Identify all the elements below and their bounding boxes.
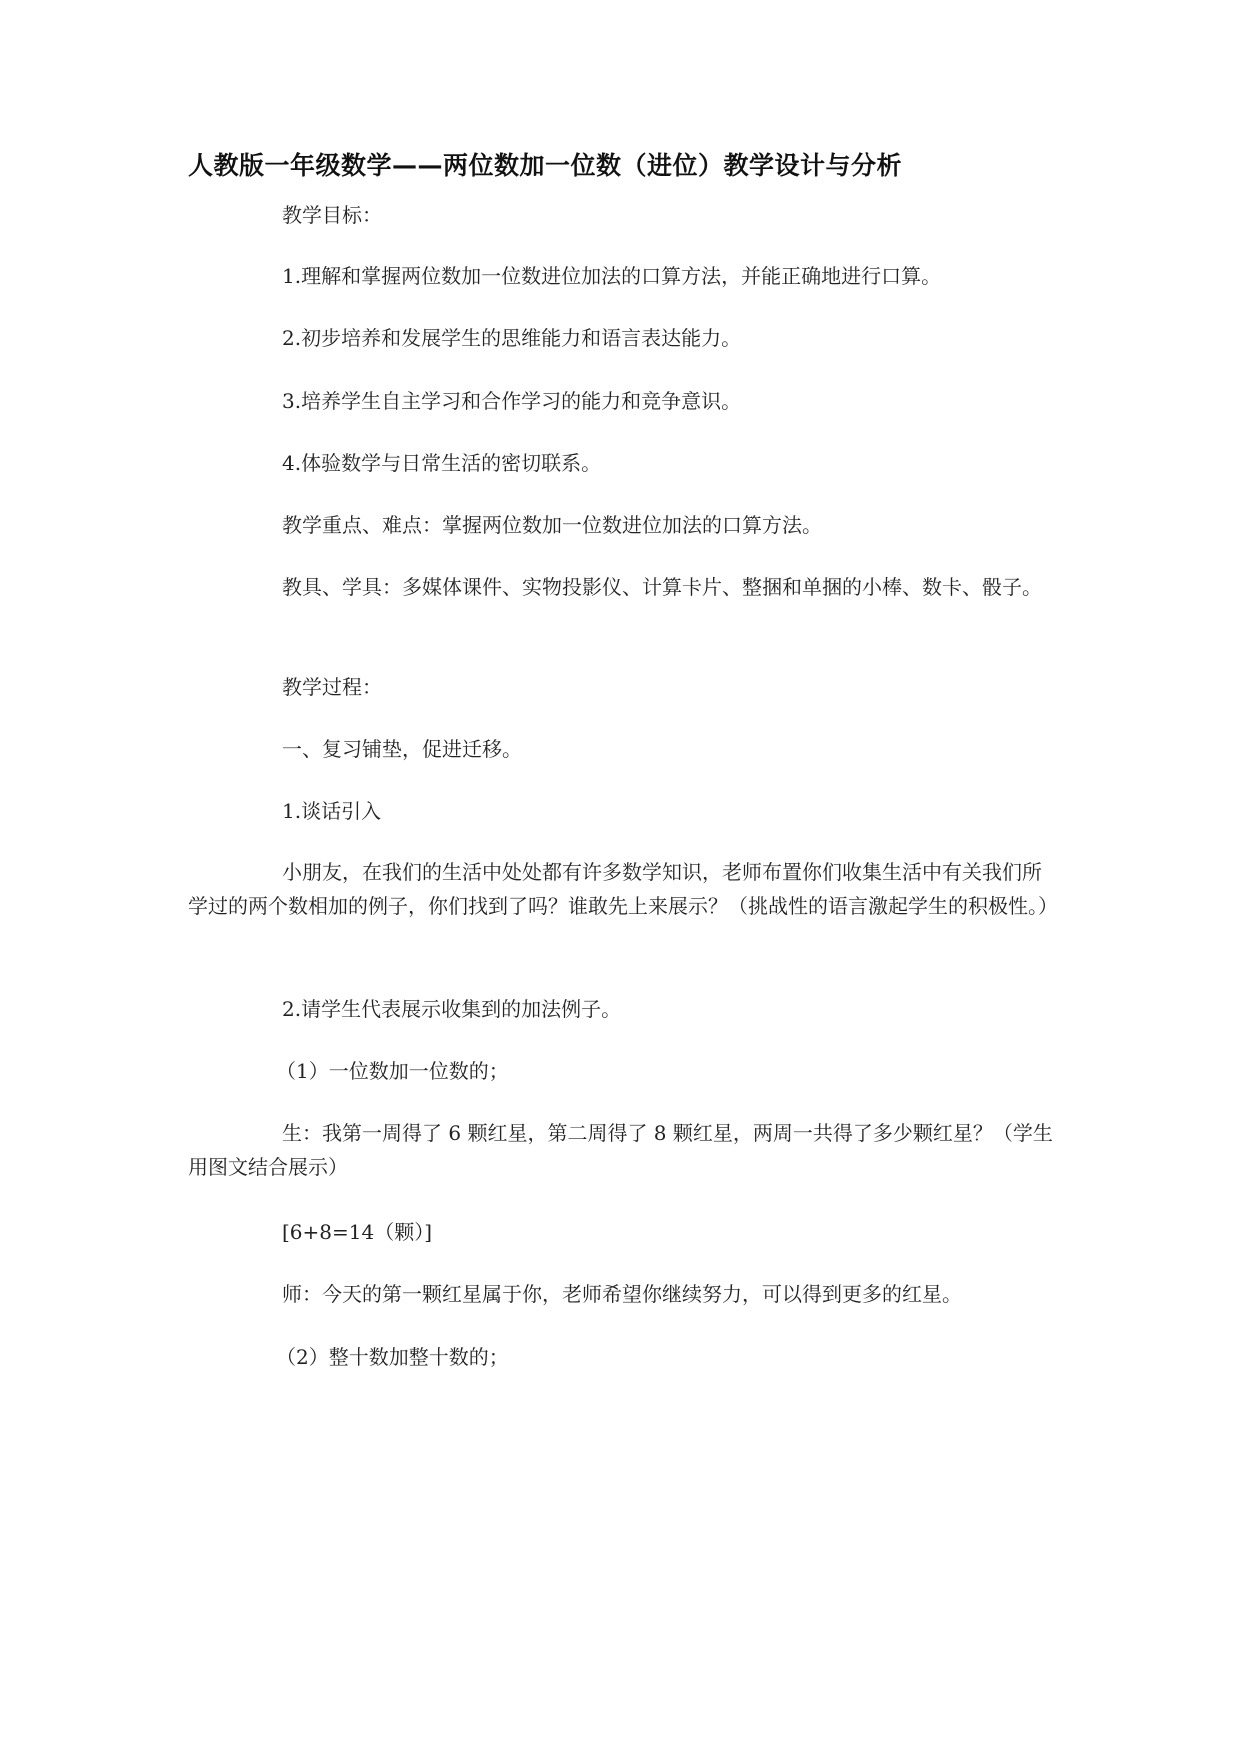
paragraph-goal-1: 1.理解和掌握两位数加一位数进位加法的口算方法，并能正确地进行口算。 (282, 264, 942, 288)
paragraph-goal-2: 2.初步培养和发展学生的思维能力和语言表达能力。 (282, 326, 742, 350)
paragraph-intro-body: 小朋友，在我们的生活中处处都有许多数学知识，老师布置你们收集生活中有关我们所学过的两个数相加的例子，你们找到了吗？谁敢先上来展示？（挑战性的语言激起学生的积极性。） (188, 860, 1058, 918)
paragraph-teaching-goals-heading: 教学目标： (282, 203, 382, 227)
document-title: 人教版一年级数学——两位数加一位数（进位）教学设计与分析 (188, 151, 903, 180)
paragraph-equation: [6+8=14（颗）] (282, 1220, 433, 1244)
paragraph-process-heading: 教学过程： (282, 675, 382, 699)
paragraph-intro-heading: 1.谈话引入 (282, 799, 382, 823)
paragraph-teaching-aids: 教具、学具：多媒体课件、实物投影仪、计算卡片、整捆和单捆的小棒、数卡、骰子。 (282, 575, 1042, 599)
paragraph-teacher-reply: 师：今天的第一颗红星属于你，老师希望你继续努力，可以得到更多的红星。 (282, 1282, 962, 1306)
paragraph-goal-3: 3.培养学生自主学习和合作学习的能力和竞争意识。 (282, 389, 742, 413)
paragraph-section-1-heading: 一、复习铺垫，促进迁移。 (282, 737, 522, 761)
paragraph-goal-4: 4.体验数学与日常生活的密切联系。 (282, 451, 602, 475)
paragraph-student-answer: 生：我第一周得了 6 颗红星，第二周得了 8 颗红星，两周一共得了多少颗红星？（学生用图文结合展示） (188, 1121, 1053, 1179)
paragraph-example-1-heading: （1）一位数加一位数的； (276, 1059, 509, 1083)
paragraph-example-heading: 2.请学生代表展示收集到的加法例子。 (282, 997, 622, 1021)
paragraph-example-2-heading: （2）整十数加整十数的； (276, 1345, 509, 1369)
paragraph-key-points: 教学重点、难点：掌握两位数加一位数进位加法的口算方法。 (282, 513, 822, 537)
